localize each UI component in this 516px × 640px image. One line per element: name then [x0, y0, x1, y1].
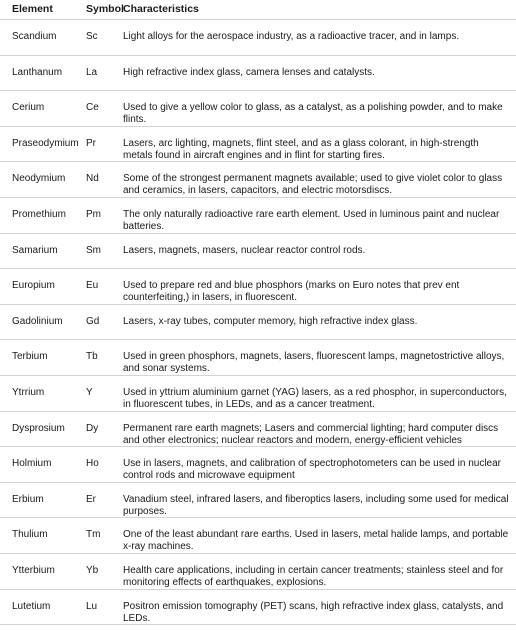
cell-characteristics: High refractive index glass, camera lenses and catalysts. [123, 66, 375, 78]
cell-element: Gadolinium [12, 315, 63, 327]
cell-symbol: Nd [86, 173, 99, 185]
cell-characteristics: Lasers, magnets, masers, nuclear reactor control rods. [123, 244, 366, 256]
cell-characteristics: The only naturally radioactive rare earth element. Used in luminous paint and nuclear batteries. [123, 208, 500, 232]
header-characteristics: Characteristics [123, 3, 199, 15]
cell-element: Neodymium [12, 173, 66, 185]
cell-characteristics: Vanadium steel, infrared lasers, and fiberoptics lasers, including some used for medical purposes. [123, 493, 509, 517]
cell-element: Thulium [12, 529, 48, 541]
cell-element: Terbium [12, 351, 48, 363]
cell-element: Promethium [12, 208, 66, 220]
cell-characteristics: Lasers, x-ray tubes, computer memory, high refractive index glass. [123, 315, 418, 327]
cell-element: Erbium [12, 493, 44, 505]
table-body [0, 20, 516, 625]
cell-characteristics: Some of the strongest permanent magnets available; used to give violet color to glass and ceramics, in lasers, capacitors, and electric motorsdiscs. [123, 173, 503, 197]
cell-characteristics: Used in green phosphors, magnets, lasers, fluorescent lamps, magnetostrictive alloys, and sonar systems. [123, 351, 505, 375]
table-row [0, 91, 516, 127]
table-row [0, 20, 516, 56]
cell-characteristics: Light alloys for the aerospace industry, as a radioactive tracer, and in lamps. [123, 31, 460, 42]
cell-symbol: Yb [86, 564, 99, 576]
cell-symbol: Tm [86, 529, 101, 541]
table-row [0, 269, 516, 305]
cell-symbol: Lu [86, 600, 98, 612]
cell-element: Scandium [12, 31, 57, 42]
cell-characteristics: Lasers, arc lighting, magnets, flint steel, and as a glass colorant, in high-strength metals found in aircraft engines and in flint for starting fires. [123, 137, 479, 161]
cell-element: Cerium [12, 102, 45, 114]
table-header [0, 0, 516, 20]
cell-characteristics: Used to give a yellow color to glass, as a catalyst, as a polishing powder, and to make flints. [123, 102, 503, 126]
table-row [0, 340, 516, 376]
cell-symbol: Pr [86, 137, 96, 149]
table-row [0, 305, 516, 341]
cell-symbol: Ce [86, 102, 99, 114]
table-row [0, 162, 516, 198]
cell-symbol: La [86, 66, 98, 78]
cell-characteristics: Use in lasers, magnets, and calibration of spectrophotometers can be used in nuclear control rods and microwave equipment [123, 458, 501, 482]
cell-element: Lanthanum [12, 66, 63, 78]
table-row [0, 518, 516, 554]
table-row [0, 376, 516, 412]
cell-symbol: Gd [86, 315, 100, 327]
cell-symbol: Pm [86, 208, 101, 220]
cell-element: Holmium [12, 458, 52, 470]
table-row [0, 554, 516, 590]
cell-element: Samarium [12, 244, 58, 256]
cell-symbol: Eu [86, 280, 99, 292]
cell-characteristics: Permanent rare earth magnets; Lasers and commercial lighting; hard computer discs and other electronics; nuclear reactors and modern, energy-efficient vehicles [123, 422, 499, 446]
table-row [0, 590, 516, 626]
cell-element: Lutetium [12, 600, 51, 612]
table-row [0, 483, 516, 519]
cell-symbol: Dy [86, 422, 99, 434]
cell-characteristics: Used in yttrium aluminium garnet (YAG) lasers, as a red phosphor, in superconductors, in fluorescent tubes, in LEDs, and as a cancer treatment. [123, 386, 507, 410]
table-row [0, 447, 516, 483]
table-row [0, 56, 516, 92]
cell-element: Ytterbium [12, 564, 55, 576]
cell-characteristics: Positron emission tomography (PET) scans, high refractive index glass, catalysts, and LEDs. [123, 600, 504, 624]
cell-element: Europium [12, 280, 55, 292]
cell-symbol: Y [86, 386, 93, 398]
cell-characteristics: One of the least abundant rare earths. Used in lasers, metal halide lamps, and portable x-ray machines. [123, 529, 509, 553]
cell-symbol: Tb [86, 351, 98, 363]
table-row [0, 412, 516, 448]
header-element: Element [12, 3, 53, 15]
cell-symbol: Ho [86, 458, 99, 470]
cell-element: Ytrrium [12, 386, 45, 398]
cell-characteristics: Used to prepare red and blue phosphors (marks on Euro notes that prev ent counterfeiting,) in lasers, in fluorescent. [123, 280, 460, 304]
table-row [0, 127, 516, 163]
cell-symbol: Sm [86, 244, 101, 256]
header-symbol: Symbol [86, 3, 124, 15]
cell-characteristics: Health care applications, including in certain cancer treatments; stainless steel and for monitoring effects of earthquakes, explosions. [123, 564, 504, 588]
table-row [0, 198, 516, 234]
cell-element: Praseodymium [12, 137, 79, 149]
cell-element: Dysprosium [12, 422, 65, 434]
cell-symbol: Er [86, 493, 96, 505]
cell-symbol: Sc [86, 31, 98, 42]
table-row [0, 234, 516, 270]
